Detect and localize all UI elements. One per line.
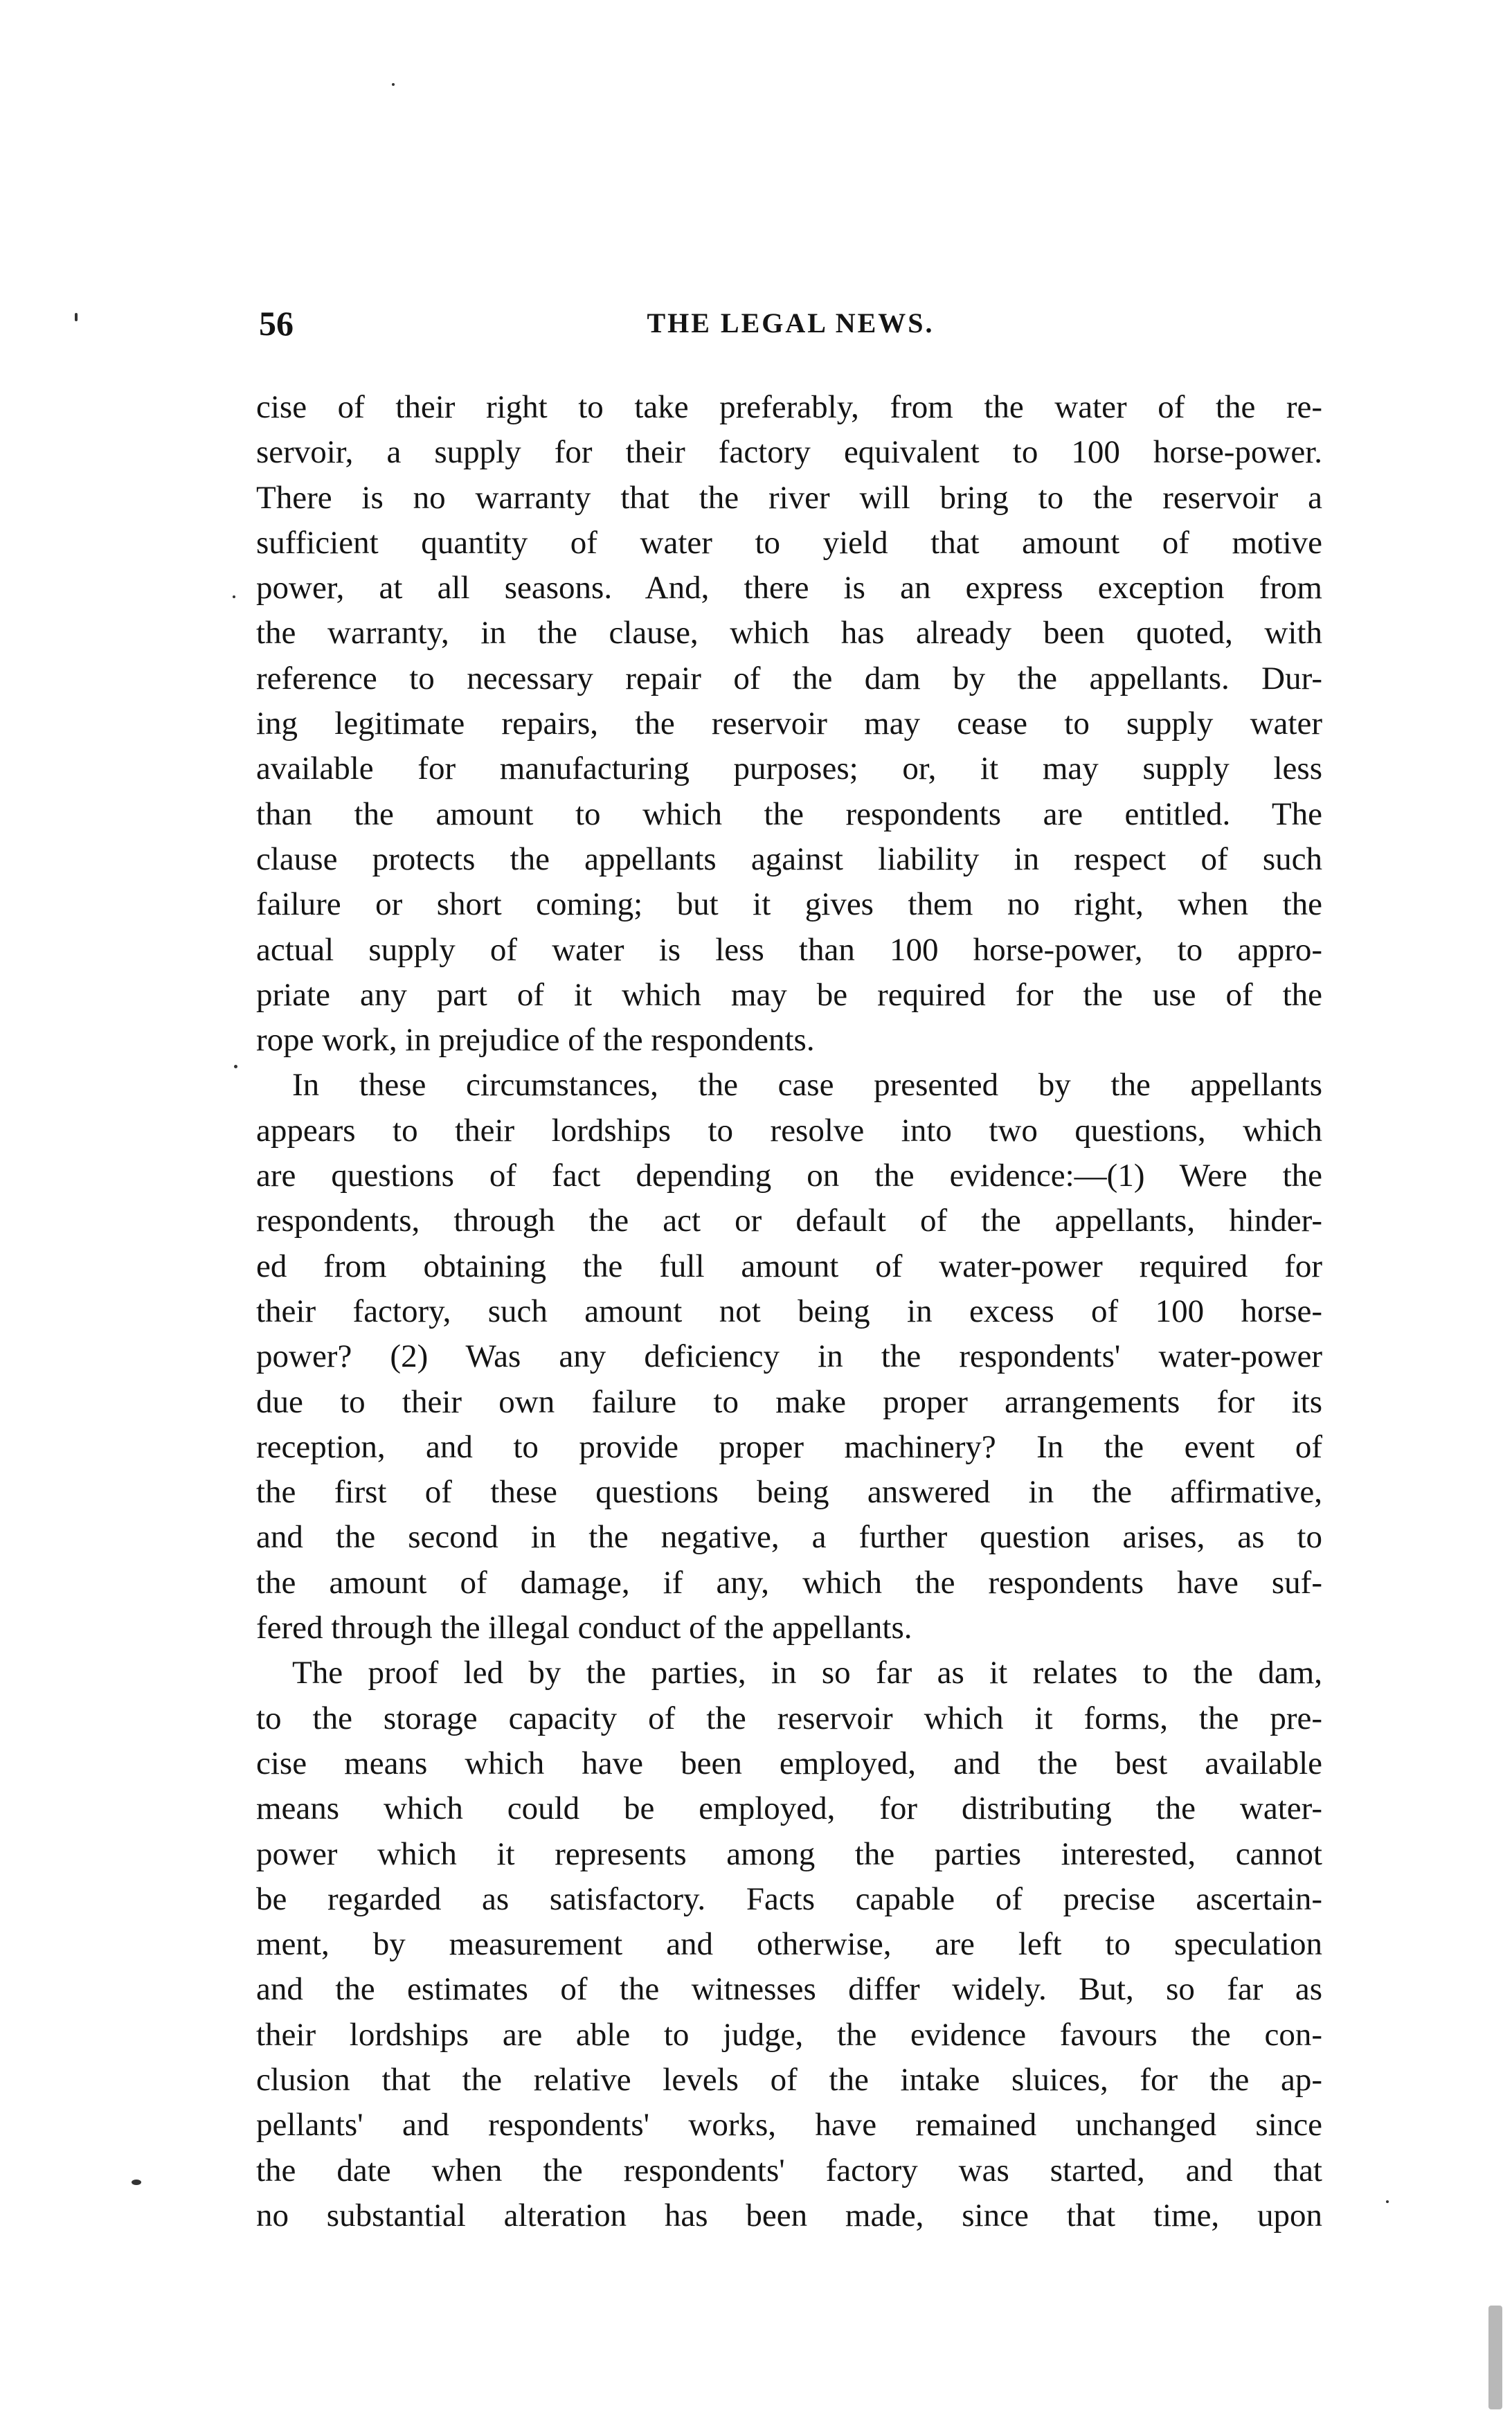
paragraph-1 [256, 385, 1322, 1063]
scan-speck [132, 2180, 141, 2185]
text-line: fered through the illegal conduct of the appellants. [256, 1610, 912, 1646]
text-line: and the second in the negative, a further question arises, as to [256, 1519, 1322, 1556]
text-line: means which could be employed, for distributing the water- [256, 1790, 1322, 1827]
text-line: power, at all seasons. And, there is an express exception from [256, 570, 1322, 606]
paragraph-2 [256, 1063, 1322, 1651]
text-line: power which it represents among the parties interested, cannot [256, 1835, 1322, 1872]
text-line: their factory, such amount not being in excess of 100 horse- [256, 1293, 1322, 1329]
scan-speck [1386, 2200, 1389, 2203]
text-line: appears to their lordships to resolve into two questions, which [256, 1112, 1322, 1149]
text-line: no substantial alteration has been made, since that time, upon [256, 2197, 1322, 2234]
scan-speck [1488, 2306, 1502, 2409]
text-line: cise means which have been employed, and the best available [256, 1745, 1322, 1781]
page-header [259, 299, 1322, 348]
text-line: clusion that the relative levels of the intake sluices, for the ap- [256, 2061, 1322, 2098]
text-line: actual supply of water is less than 100 horse-power, to appro- [256, 931, 1322, 968]
text-line: ed from obtaining the full amount of water-power required for [256, 1248, 1322, 1284]
text-line: than the amount to which the respondents are entitled. The [256, 796, 1322, 832]
text-line: ment, by measurement and otherwise, are left to speculation [256, 1926, 1322, 1963]
text-line: servoir, a supply for their factory equivalent to 100 horse-power. [256, 434, 1322, 471]
text-line: ing legitimate repairs, the reservoir may cease to supply water [256, 706, 1322, 742]
text-line: reference to necessary repair of the dam by the appellants. Dur- [256, 660, 1322, 697]
scan-speck [75, 313, 78, 321]
text-line: the amount of damage, if any, which the respondents have suf- [256, 1564, 1322, 1601]
text-line: the first of these questions being answered in the affirmative, [256, 1474, 1322, 1511]
text-line: to the storage capacity of the reservoir which it forms, the pre- [256, 1700, 1322, 1736]
article-body [256, 385, 1322, 2238]
text-line: their lordships are able to judge, the evidence favours the con- [256, 2016, 1322, 2053]
text-line: cise of their right to take preferably, from the water of the re- [256, 389, 1322, 425]
running-title: THE LEGAL NEWS. [647, 307, 935, 339]
text-line: the date when the respondents' factory was started, and that [256, 2152, 1322, 2189]
text-line: be regarded as satisfactory. Facts capable of precise ascertain- [256, 1880, 1322, 1917]
text-line: sufficient quantity of water to yield that amount of motive [256, 524, 1322, 561]
text-line: reception, and to provide proper machinery? In the event of [256, 1428, 1322, 1465]
text-line: priate any part of it which may be required for the use of the [256, 976, 1322, 1013]
text-line: pellants' and respondents' works, have remained unchanged since [256, 2107, 1322, 2144]
text-line: respondents, through the act or default of the appellants, hinder- [256, 1203, 1322, 1239]
text-line: The proof led by the parties, in so far as it relates to the dam, [292, 1655, 1322, 1691]
text-line: and the estimates of the witnesses differ widely. But, so far as [256, 1971, 1322, 2008]
text-line: rope work, in prejudice of the respondents. [256, 1022, 815, 1059]
text-line: failure or short coming; but it gives them no right, when the [256, 886, 1322, 923]
scan-speck [234, 1065, 237, 1068]
text-line: clause protects the appellants against liability in respect of such [256, 841, 1322, 877]
paragraph-3 [256, 1651, 1322, 2238]
text-line: In these circumstances, the case presented by the appellants [292, 1067, 1322, 1104]
page-number: 56 [259, 304, 294, 343]
text-line: the warranty, in the clause, which has already been quoted, with [256, 615, 1322, 652]
scan-speck [233, 595, 235, 598]
text-line: available for manufacturing purposes; or, it may supply less [256, 751, 1322, 787]
text-line: power? (2) Was any deficiency in the respondents' water-power [256, 1338, 1322, 1375]
text-line: due to their own failure to make proper arrangements for its [256, 1383, 1322, 1420]
text-line: There is no warranty that the river will bring to the reservoir a [256, 479, 1322, 516]
text-line: are questions of fact depending on the evidence:—(1) Were the [256, 1158, 1322, 1194]
scan-speck [392, 83, 395, 86]
